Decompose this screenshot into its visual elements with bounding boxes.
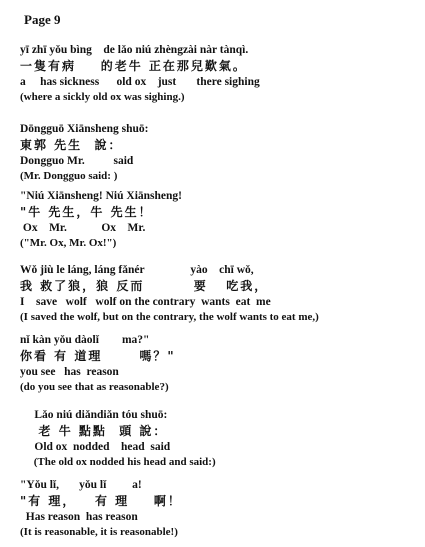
gloss-line: I save wolf wolf on the contrary wants eat me — [20, 296, 271, 308]
translation-line: (Mr. Dongguo said: ) — [20, 170, 118, 182]
gloss-line: you see has reason — [20, 366, 119, 378]
gloss-line: Ox Mr. Ox Mr. — [20, 222, 146, 234]
pinyin-line: yī zhī yǒu bìng de lǎo niú zhèngzài nàr tànqì. — [20, 44, 249, 56]
hanzi-line: 我 救了狼，狼 反而 要 吃我， — [20, 279, 269, 293]
pinyin-line: "Yǒu lǐ, yǒu lǐ a! — [20, 479, 142, 491]
hanzi-line: "牛 先生，牛 先生！ — [20, 205, 153, 219]
translation-line: (It is reasonable, it is reasonable!) — [20, 526, 178, 538]
pinyin-line: Dōngguō Xiānsheng shuō: — [20, 123, 149, 135]
translation-line: (do you see that as reasonable?) — [20, 381, 169, 393]
translation-line: (I saved the wolf, but on the contrary, the wolf wants to eat me,) — [20, 311, 319, 323]
hanzi-line: 你看 有 道理 嗎？" — [20, 349, 176, 363]
translation-line: (where a sickly old ox was sighing.) — [20, 91, 185, 103]
hanzi-line: 東郭 先生 說： — [20, 138, 123, 152]
gloss-line: Old ox nodded head said — [20, 441, 171, 453]
hanzi-line: 一隻有病 的老牛 正在那兒歎氣。 — [20, 59, 247, 73]
page-number: Page 9 — [24, 12, 61, 27]
pinyin-line: "Niú Xiānsheng! Niú Xiānsheng! — [20, 190, 182, 202]
pinyin-line: Lǎo niú diǎndiǎn tóu shuō: — [20, 409, 168, 421]
pinyin-line: nǐ kàn yǒu dàolǐ ma?" — [20, 334, 150, 346]
hanzi-line: 老 牛 點點 頭 說： — [20, 424, 168, 438]
translation-line: (The old ox nodded his head and said:) — [20, 456, 216, 468]
gloss-line: Dongguo Mr. said — [20, 155, 134, 167]
pinyin-line: Wǒ jiù le láng, láng fǎnér yào chī wǒ, — [20, 264, 254, 276]
hanzi-line: "有 理， 有 理 啊！ — [20, 494, 182, 508]
gloss-line: a has sickness old ox just there sighing — [20, 76, 260, 88]
translation-line: ("Mr. Ox, Mr. Ox!") — [20, 237, 117, 249]
gloss-line: Has reason has reason — [20, 511, 138, 523]
